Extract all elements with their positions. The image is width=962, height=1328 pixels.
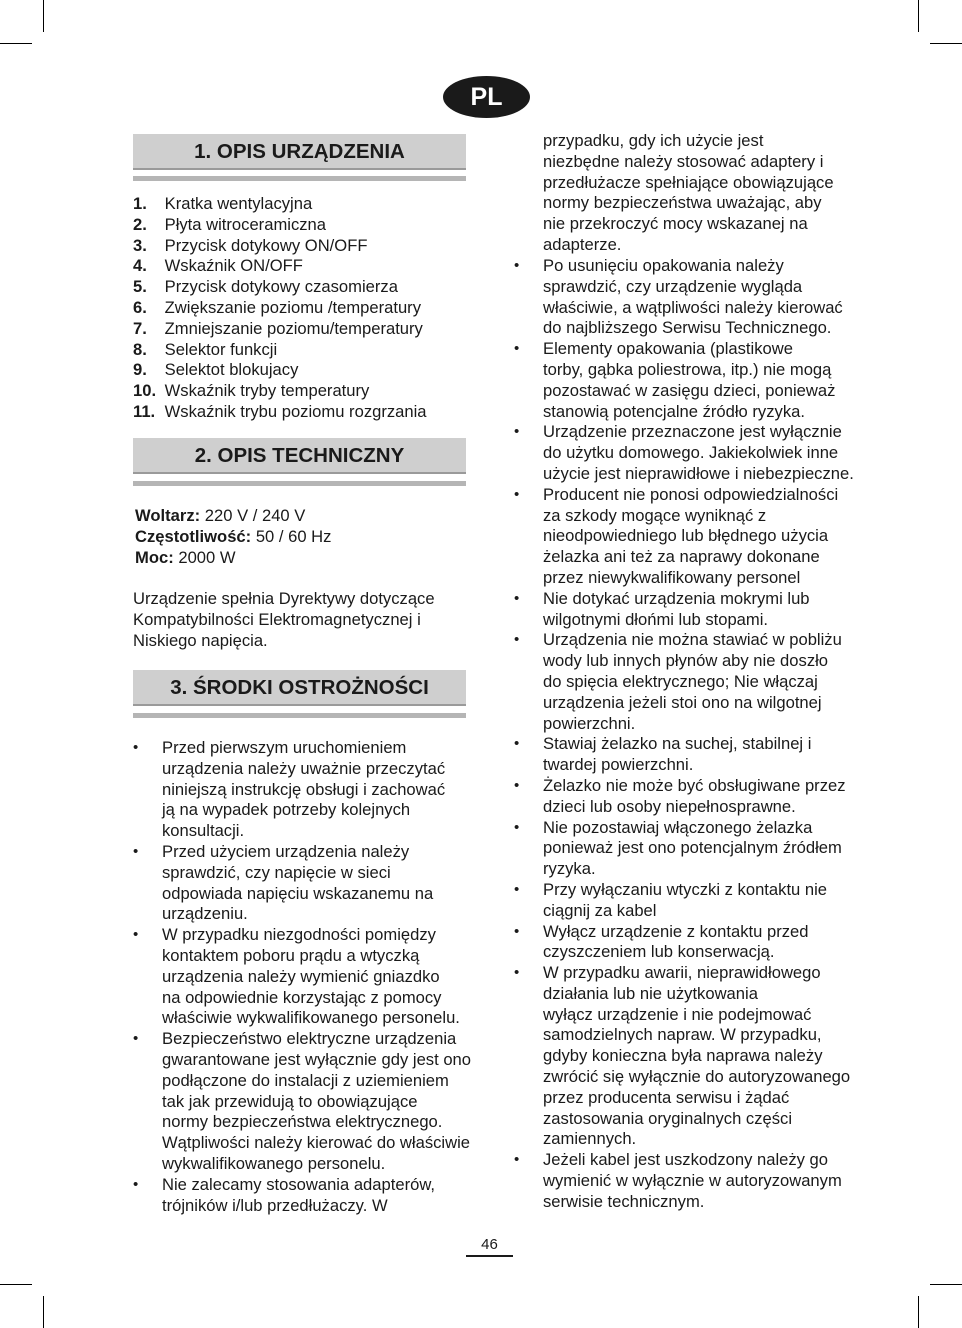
crop-mark [918,0,919,32]
text-line: Kompatybilności Elektromagnetycznej i [133,609,421,629]
bullet-item [133,1175,473,1217]
text-line: kontaktem poboru prądu a wtyczką [162,945,420,965]
text-line: normy bezpieczeństwa elektrycznego. [162,1112,443,1132]
text-line: • Urządzenie przeznaczone jest wyłącznie [543,422,842,442]
section-divider [133,176,466,181]
text-line: tak jak przewidują to obowiązujące [162,1091,418,1111]
text-line: • Wyłącz urządzenie z kontaktu przed [543,921,809,941]
item-label: Zmniejszanie poziomu/temperatury [164,318,423,338]
bullet-item [514,734,859,776]
text-line: urządzenia należy uważnie przeczytać [162,758,446,778]
item-number: 11. [133,401,156,421]
text-line: dzieci lub osoby niepełnosprawne. [543,796,796,816]
text-line: ryzyka. [543,859,596,879]
section-heading-technical: 2. OPIS TECHNICZNY [133,438,466,474]
item-label: Wskaźnik tryby temperatury [164,381,370,401]
list-item [133,236,473,257]
text-line: gwarantowane jest wyłącznie gdy jest ono [162,1049,472,1069]
text-line: Wątpliwości należy kierować do właściwie [162,1133,471,1153]
bullet-item [514,256,859,339]
text-line: niezbędne należy stosować adaptery i [543,151,824,171]
text-line: ciągnij za kabel [543,900,657,920]
text-line: za szkody mogące wyniknąć z [543,505,767,525]
item-label: Selektor funkcji [164,339,278,359]
bullet-item [514,485,859,589]
page-number: 46 [466,1235,513,1257]
text-line: • W przypadku awarii, nieprawidłowego [543,963,821,983]
spec-label: Woltarz: [135,506,201,525]
text-line: • W przypadku niezgodności pomiędzy [162,925,436,945]
text-line: działania lub nie użytkowania [543,983,758,1003]
text-line: nieodpowiedniego lub błędnego użycia [543,526,829,546]
bullet-item [514,339,859,422]
precaution-continuation [543,131,834,256]
spec-power [135,548,465,569]
item-label: Przycisk dotykowy ON/OFF [164,235,368,255]
spec-label: Częstotliwość: [135,526,252,546]
spec-value: 50 / 60 Hz [255,526,332,546]
text-line: torby, gąbka poliestrowa, itp.) nie mogą [543,359,832,379]
item-label: Zwiększanie poziomu /temperatury [164,297,422,317]
item-number: 8. [133,339,147,359]
text-line: Urządzenie spełnia Dyrektywy dotyczące [133,589,435,608]
text-line: do użytku domowego. Jakiekolwiek inne [543,443,839,463]
text-line: zwrócić się wyłącznie do autoryzowanego [543,1067,851,1087]
text-line: czyszczeniem lub konserwacją. [543,942,775,962]
item-number: 9. [133,360,147,380]
item-label: Wskaźnik ON/OFF [164,256,303,276]
bullet-item [514,630,859,734]
text-line: urządzenia jeżeli stoi ono na wilgotnej [543,692,822,712]
parts-list [133,194,473,423]
section-heading-description: 1. OPIS URZĄDZENIA [133,134,466,170]
item-number: 6. [133,297,147,317]
bullet-item [514,589,859,631]
text-line: twardej powierzchni. [543,755,694,775]
text-line: wody lub innych płynów aby nie doszło [543,651,829,671]
text-line: właściwie, a wątpliwości należy kierować [543,297,843,317]
section-divider [133,481,466,486]
list-item [133,256,473,277]
text-line: normy bezpieczeństwa uważając, aby [543,193,822,213]
bullet-item [133,738,473,842]
text-line: przypadku, gdy ich użycie jest [543,131,764,150]
text-line: trójników i/lub przedłużaczy. W [162,1195,388,1215]
list-item [133,298,473,319]
spec-label: Moc: [135,547,174,567]
crop-mark [43,0,44,32]
list-item [133,381,473,402]
text-line: adapterze. [543,234,622,254]
list-item [133,194,473,215]
section-divider [133,713,466,718]
text-line: wyłącz urządzenie i nie podejmować [543,1004,812,1024]
text-line: konsultacji. [162,821,245,841]
text-line: przez niewykwalifikowany personel [543,567,801,587]
item-number: 1. [133,194,147,213]
text-line: • Elementy opakowania (plastikowe [543,339,793,359]
crop-mark [930,1284,962,1285]
bullet-item [514,880,859,922]
text-line: • Nie zalecamy stosowania adapterów, [162,1174,436,1194]
item-number: 10. [133,381,157,401]
spec-voltage [135,506,465,527]
bullet-item [514,818,859,880]
text-line: właściwie wykwalifikowanego personelu. [162,1008,460,1028]
directive-statement [133,589,463,651]
bullet-item [514,422,859,484]
item-number: 5. [133,277,147,297]
text-line: • Jeżeli kabel jest uszkodzony należy go [543,1150,829,1170]
bullet-item [514,963,859,1150]
text-line: wykwalifikowanego personelu. [162,1153,386,1173]
list-item [133,319,473,340]
crop-mark [43,1296,44,1328]
text-line: zastosowania oryginalnych części [543,1108,793,1128]
text-line: nie przekroczyć mocy wskazanej na [543,214,808,234]
spec-value: 220 V / 240 V [204,506,306,525]
text-line: przedłużacze spełniające obowiązujące [543,172,834,192]
text-line: gdyby konieczna była naprawa należy [543,1046,823,1066]
text-line: serwisie technicznym. [543,1191,705,1211]
text-line: • Urządzenia nie można stawiać w pobliżu [543,630,842,650]
bullet-item [133,1029,473,1175]
bullet-item [514,922,859,964]
list-item [133,402,473,423]
list-item [133,277,473,298]
bullet-item [514,776,859,818]
text-line: do spięcia elektrycznego; Nie włączaj [543,671,818,691]
item-number: 4. [133,256,147,276]
text-line: Niskiego napięcia. [133,630,268,650]
list-item [133,360,473,381]
text-line: • Przy wyłączaniu wtyczki z kontaktu nie [543,879,828,899]
text-line: do najbliższego Serwisu Technicznego. [543,318,832,338]
text-line: • Producent nie ponosi odpowiedzialności [543,484,839,504]
precautions-list-right [514,256,859,1213]
text-line: • Przed pierwszym uruchomieniem [162,738,407,757]
item-number: 7. [133,318,147,338]
section-heading-precautions: 3. ŚRODKI OSTROŻNOŚCI [133,670,466,706]
text-line: ponieważ jest ono potencjalnym źródłem [543,838,842,858]
text-line: sprawdzić, czy napięcie w sieci [162,862,391,882]
item-label: Wskaźnik trybu poziomu rozgrzania [164,401,427,421]
text-line: stanowią potencjalne źródło ryzyka. [543,401,805,421]
text-line: użycie jest nieprawidłowe i niebezpieczne. [543,463,854,483]
text-line: wymienić w wyłącznie w autoryzowanym [543,1171,842,1191]
text-line: sprawdzić, czy urządzenie wygląda [543,276,803,296]
text-line: pozostawać w zasięgu dzieci, ponieważ [543,380,836,400]
text-line: niniejszą instrukcję obsługi i zachować [162,779,446,799]
text-line: na odpowiednie korzystając z pomocy [162,987,442,1007]
text-line: • Bezpieczeństwo elektryczne urządzenia [162,1029,457,1049]
text-line: powierzchni. [543,713,636,733]
item-label: Przycisk dotykowy czasomierza [164,277,398,297]
text-line: • Nie dotykać urządzenia mokrymi lub [543,588,810,608]
item-number: 3. [133,235,147,255]
text-line: urządzeniu. [162,904,248,924]
technical-specs [135,506,465,568]
bullet-item [133,842,473,925]
bullet-item [133,925,473,1029]
text-line: zamiennych. [543,1129,637,1149]
language-badge: PL [443,76,530,118]
crop-mark [0,43,32,44]
precautions-list-left [133,738,473,1216]
text-line: samodzielnych napraw. W przypadku, [543,1025,822,1045]
crop-mark [0,1284,32,1285]
list-item [133,215,473,236]
item-label: Płyta witroceramiczna [164,214,327,234]
spec-frequency [135,527,465,548]
text-line: odpowiada napięciu wskazanemu na [162,883,434,903]
item-label: Kratka wentylacyjna [164,194,313,213]
text-line: urządzenia należy wymienić gniazdko [162,966,440,986]
text-line: żelazka ani też za naprawy dokonane [543,547,820,567]
text-line: ją na wypadek potrzeby kolejnych [162,800,411,820]
text-line: wilgotnymi dłońmi lub stopami. [543,609,769,629]
list-item [133,340,473,361]
text-line: • Żelazko nie może być obsługiwane przez [543,775,846,795]
text-line: • Nie pozostawiaj włączonego żelazka [543,817,813,837]
text-line: • Stawiaj żelazko na suchej, stabilnej i [543,734,812,754]
bullet-item [514,1150,859,1212]
crop-mark [918,1296,919,1328]
item-label: Selektot blokujacy [164,360,299,380]
text-line: • Po usunięciu opakowania należy [543,256,784,275]
text-line: podłączone do instalacji z uziemieniem [162,1070,449,1090]
text-line: • Przed użyciem urządzenia należy [162,841,410,861]
text-line: przez producenta serwisu i żądać [543,1087,790,1107]
crop-mark [930,43,962,44]
item-number: 2. [133,214,147,234]
spec-value: 2000 W [178,547,236,567]
